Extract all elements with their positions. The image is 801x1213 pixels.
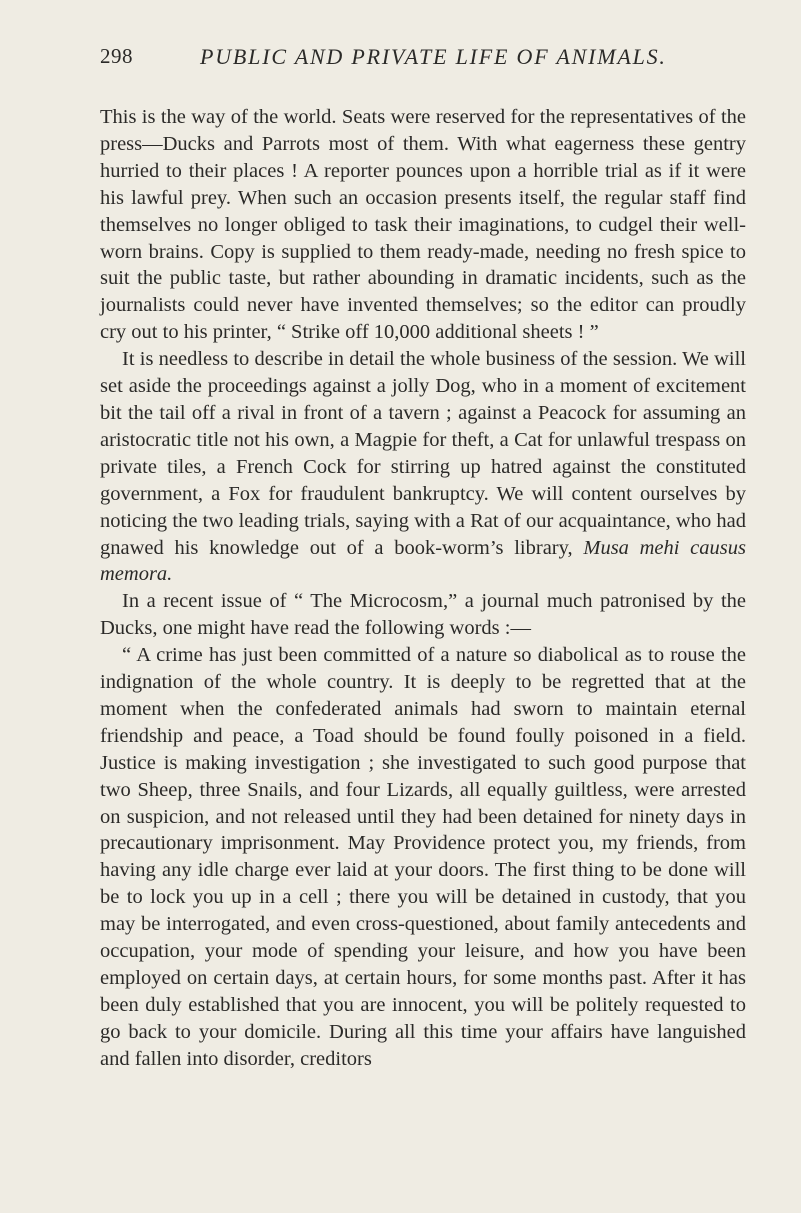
latin-quotation: Musa mehi causus memora. xyxy=(100,536,746,586)
page-header xyxy=(100,44,746,78)
paragraph-4: “ A crime has just been committed of a nature so diabolical as to rouse the indignation of the whole country. It is deeply to be regretted that at the moment when the confederated animals had sworn to maintain eternal friendship and peace, a Toad should be found foully poisoned in a field. Justice is making investigation ; she investigated to such good purpose that two Sheep, three Snails, and four Lizards, all equally guiltless, were arrested on suspicion, and not released until they had been detained for ninety days in precautionary imprisonment. May Providence protect you, my friends, from having any idle charge ever laid at your doors. The first thing to be done will be to lock you up in a cell ; there you will be detained in custody, that you may be interrogated, and even cross-questioned, about family antecedents and occupation, your mode of spending your leisure, and how you have been employed on certain days, at certain hours, for some months past. After it has been duly established that you are innocent, you will be politely requested to go back to your domicile. During all this time your affairs have languished and fallen into disorder, creditors xyxy=(100,644,746,1070)
paragraph-3: In a recent issue of “ The Microcosm,” a journal much patronised by the Ducks, one might have read the following words :— xyxy=(100,590,746,640)
body-text xyxy=(100,104,746,1073)
paragraph-1: This is the way of the world. Seats were reserved for the representatives of the press—Ducks and Parrots most of them. With what eagerness these gentry hurried to their places ! A reporter pounces upon a horrible trial as if it were his lawful prey. When such an occasion presents itself, the regular staff find themselves no longer obliged to task their imaginations, to cudgel their well-worn brains. Copy is supplied to them ready-made, needing no fresh spice to suit the public taste, but rather abounding in dramatic incidents, such as the journalists could never have invented themselves; so the editor can proudly cry out to his printer, “ Strike off 10,000 additional sheets ! ” xyxy=(100,106,746,344)
running-title: PUBLIC AND PRIVATE LIFE OF ANIMALS. xyxy=(200,44,667,69)
paragraph-2 xyxy=(100,346,746,588)
page-number: 298 xyxy=(100,44,133,68)
paragraph-2-text: It is needless to describe in detail the whole business of the session. We will set aside the proceedings against a jolly Dog, who in a moment of excitement bit the tail off a rival in front of a tavern ; against a Peacock for assuming an aristocratic title not his own, a Magpie for theft, a Cat for unlawful trespass on private tiles, a French Cock for stirring up hatred against the constituted government, a Fox for fraudulent bankruptcy. We will content ourselves by noticing the two leading trials, saying with a Rat of our acquaintance, who had gnawed his knowledge out of a book-worm’s library, xyxy=(100,348,746,559)
